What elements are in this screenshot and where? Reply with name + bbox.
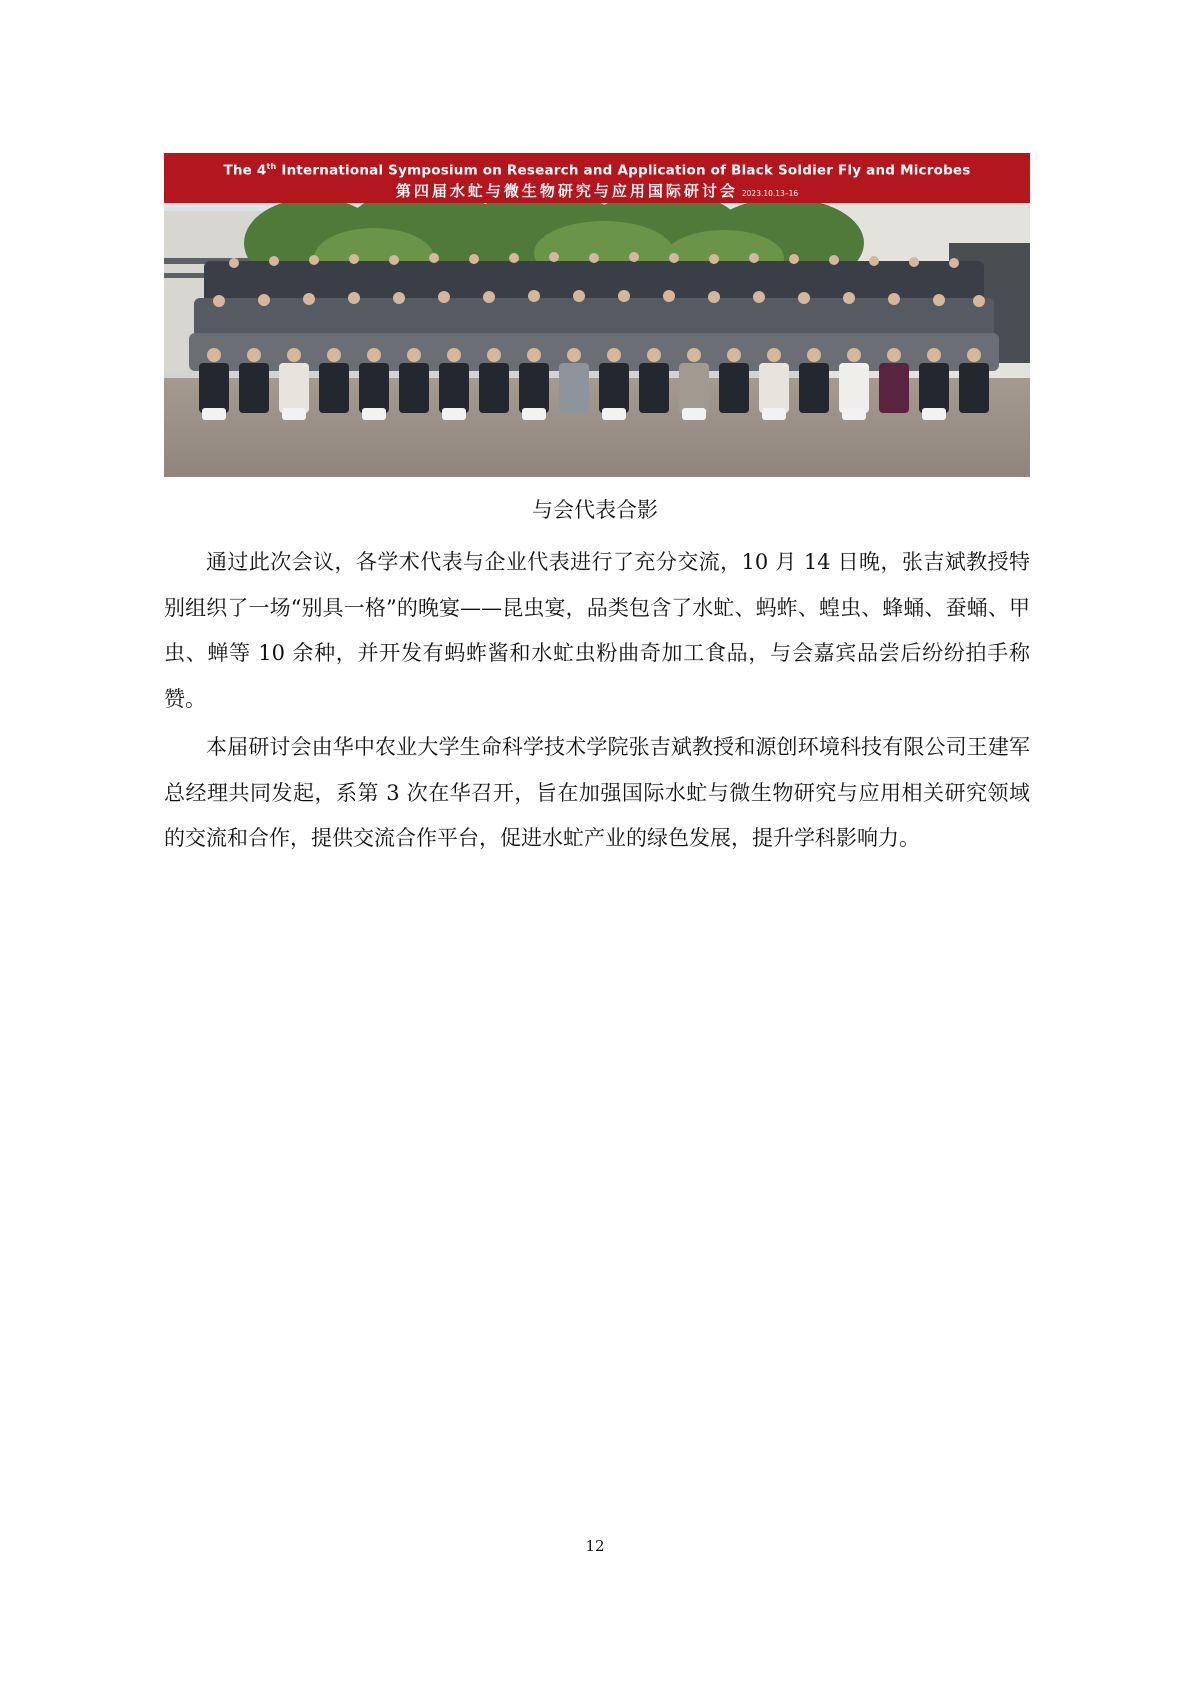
banner-title-en: The 4th International Symposium on Research and Application of Black Soldier Fly and Microbes	[223, 162, 971, 179]
page-number: 12	[585, 1537, 605, 1555]
photo-caption: 与会代表合影	[532, 498, 658, 522]
group-photo	[164, 153, 1030, 477]
body-text	[164, 540, 1030, 865]
paragraph-2: 本届研讨会由华中农业大学生命科学技术学院张吉斌教授和源创环境科技有限公司王建军总经理共同发起，系第 3 次在华召开，旨在加强国际水虻与微生物研究与应用相关研究领域的交流和合作，提供交流合作平台，促进水虻产业的绿色发展，提升学科影响力。	[164, 735, 1030, 850]
symposium-banner	[164, 153, 1030, 203]
banner-date: 2023.10.13–16	[741, 189, 799, 198]
group-photo-scene	[164, 203, 1030, 477]
paragraph-1: 通过此次会议，各学术代表与企业代表进行了充分交流，10 月 14 日晚，张吉斌教授特别组织了一场“别具一格”的晚宴——昆虫宴，品类包含了水虻、蚂蚱、蝗虫、蜂蛹、蚕蛹、甲虫、蝉等 10 余种，并开发有蚂蚱酱和水虻虫粉曲奇加工食品，与会嘉宾品尝后纷纷拍手称赞。	[164, 550, 1030, 711]
banner-title-zh: 第四届水虻与微生物研究与应用国际研讨会 2023.10.13–16	[395, 182, 799, 200]
